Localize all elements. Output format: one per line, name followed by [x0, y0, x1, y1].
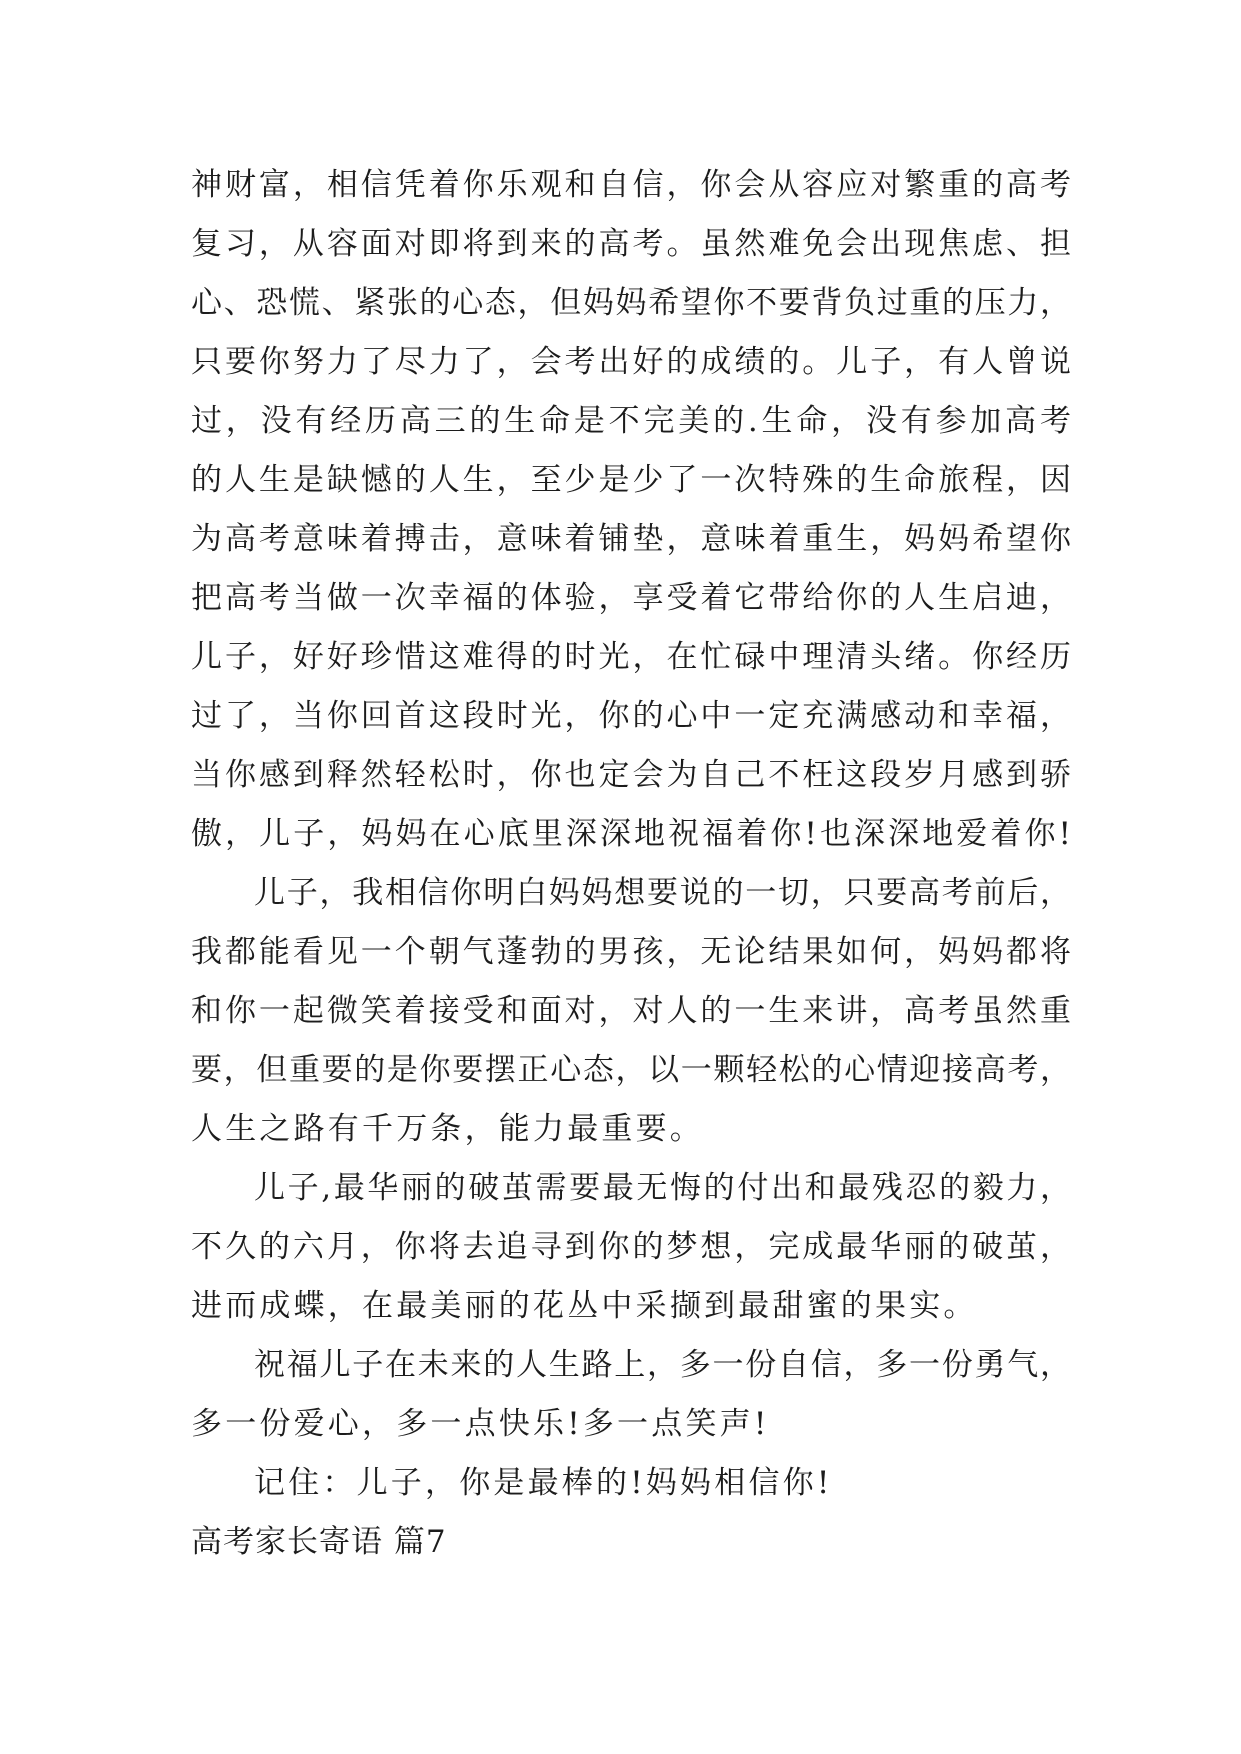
body-text-line: 傲，儿子，妈妈在心底里深深地祝福着你!也深深地爱着你! [191, 816, 1071, 852]
body-text-line: 要，但重要的是你要摆正心态，以一颗轻松的心情迎接高考， [191, 1052, 1071, 1088]
paragraph-first-line: 祝福儿子在未来的人生路上，多一份自信，多一份勇气， [254, 1347, 1071, 1383]
paragraph-first-line: 记住：儿子，你是最棒的!妈妈相信你! [254, 1465, 833, 1501]
body-text-line: 神财富，相信凭着你乐观和自信，你会从容应对繁重的高考 [191, 167, 1071, 203]
body-text-line: 人生之路有千万条，能力最重要。 [191, 1111, 704, 1147]
body-text-line: 当你感到释然轻松时，你也定会为自己不枉这段岁月感到骄 [191, 757, 1071, 793]
body-text-line: 把高考当做一次幸福的体验，享受着它带给你的人生启迪， [191, 580, 1071, 616]
paragraph-first-line: 儿子,最华丽的破茧需要最无悔的付出和最残忍的毅力， [254, 1170, 1071, 1206]
body-text-line: 的人生是缺憾的人生，至少是少了一次特殊的生命旅程，因 [191, 462, 1071, 498]
body-text-line: 复习，从容面对即将到来的高考。虽然难免会出现焦虑、担 [191, 226, 1071, 262]
paragraph-first-line: 儿子，我相信你明白妈妈想要说的一切，只要高考前后， [254, 875, 1071, 911]
body-text-line: 多一份爱心，多一点快乐!多一点笑声! [191, 1406, 770, 1442]
body-text-line: 为高考意味着搏击，意味着铺垫，意味着重生，妈妈希望你 [191, 521, 1071, 557]
body-text-line: 和你一起微笑着接受和面对，对人的一生来讲，高考虽然重 [191, 993, 1071, 1029]
body-text-line: 心、恐慌、紧张的心态，但妈妈希望你不要背负过重的压力， [191, 285, 1071, 321]
body-text-line: 我都能看见一个朝气蓬勃的男孩，无论结果如何，妈妈都将 [191, 934, 1071, 970]
section-heading: 高考家长寄语 篇7 [191, 1524, 447, 1560]
body-text-line: 只要你努力了尽力了，会考出好的成绩的。儿子，有人曾说 [191, 344, 1071, 380]
body-text-line: 过了，当你回首这段时光，你的心中一定充满感动和幸福， [191, 698, 1071, 734]
body-text-line: 儿子，好好珍惜这难得的时光，在忙碌中理清头绪。你经历 [191, 639, 1071, 675]
body-text-line: 不久的六月，你将去追寻到你的梦想，完成最华丽的破茧， [191, 1229, 1071, 1265]
body-text-line: 进而成蝶，在最美丽的花丛中采撷到最甜蜜的果实。 [191, 1288, 978, 1324]
body-text-line: 过，没有经历高三的生命是不完美的.生命，没有参加高考 [191, 403, 1071, 439]
